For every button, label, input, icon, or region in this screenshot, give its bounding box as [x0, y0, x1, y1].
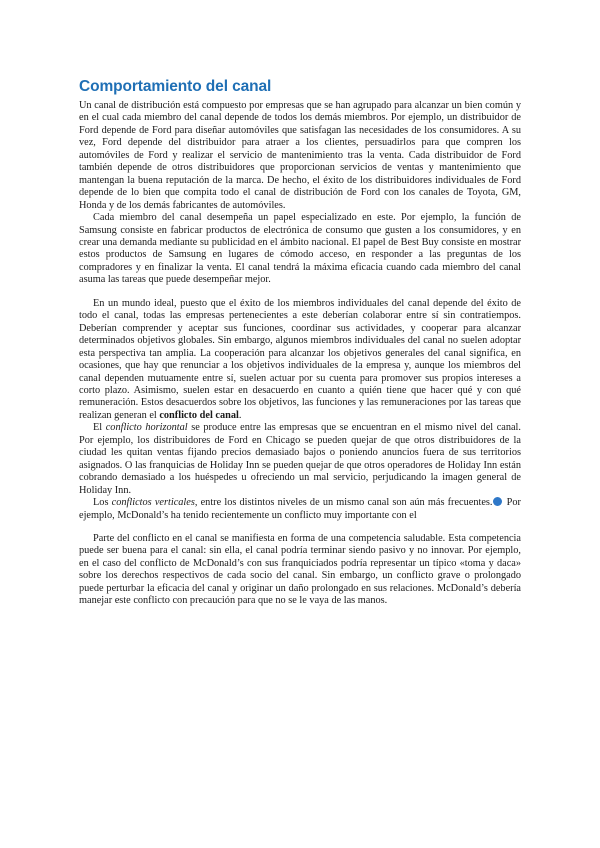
paragraph-1: Un canal de distribución está compuesto por empresas que se han agrupado para alcanzar un bien común y en el cual cada miembro del canal depende de todos los demás miembros. Por ejemplo, un distribuidor de Ford depende de Ford para diseñar automóviles que satisfagan las necesidades de los consumidores. A su vez, Ford depende del distribuidor para atraer a los clientes, persuadirlos para que compren los automóviles de Ford y realizar el servicio de mantenimiento tras la venta. Cada distribuidor de Ford también depende de otros distribuidores que proporcionan servicios de ventas y mantenimiento que mantengan la buena reputación de la marca. De hecho, el éxito de los distribuidores individuales de Ford depende de lo bien que compita todo el canal de distribución de Ford con los canales de Toyota, GM, Honda y de los demás fabricantes de automóviles. [79, 100, 521, 211]
paragraph-3-end: . [238, 409, 242, 421]
term-conflicto-del-canal: conflicto del canal [159, 409, 239, 421]
audio-marker-icon[interactable] [493, 497, 502, 506]
paragraph-6: Parte del conflicto en el canal se manifiesta en forma de una competencia saludable. Esta competencia puede ser buena para el canal: sin ella, el canal podría terminar siendo pasivo y no innovar. Por ejemplo, en el caso del conflicto de McDonald’s con sus franquiciados podría representar un típico «toma y daca» sobre los derechos respectivos de cada socio del canal. Sin embargo, un conflicto grave o prolongado puede perturbar la eficacia del canal y originar un daño prolongado en sus relaciones. McDonald’s debería manejar este conflicto con precaución para que no se le vaya de las manos. [79, 532, 521, 607]
section-title: Comportamiento del canal [79, 78, 272, 95]
term-conflicto-horizontal: conflicto horizontal [105, 422, 188, 434]
term-conflictos-verticales: conflictos verticales [111, 497, 195, 509]
paragraph-4 [79, 422, 521, 497]
paragraph-4-start: El [93, 422, 106, 434]
paragraph-3-text: En un mundo ideal, puesto que el éxito de los miembros individuales del canal depende del éxito de todo el canal, todas las empresas pertenecientes a este deberían colaborar entre sí sin contratiempos. Deberían comprender y aceptar sus funciones, coordinar sus actividades, y cooperar para alcanzar determinados objetivos globales. Sin embargo, algunos miembros individuales del canal no suelen adoptar esta perspectiva tan amplia. La cooperación para alcanzar los objetivos generales del canal significa, en ocasiones, que hay que renunciar a los objetivos individuales de la empresa y, aunque los miembros del canal dependen mutuamente entre sí, suelen actuar por su cuenta para promover sus propios intereses a corto plazo. Asimismo, suelen estar en desacuerdo en cuanto a quién tiene que hacer qué y con qué remuneración. Estos desacuerdos sobre los objetivos, las funciones y las remuneraciones por las tareas que realizan generan el [79, 297, 521, 421]
paragraph-5-text: , entre los distintos niveles de un mismo canal son aún más frecuentes. [194, 497, 493, 509]
paragraph-3 [79, 298, 521, 423]
paragraph-2: Cada miembro del canal desempeña un papel especializado en este. Por ejemplo, la función de Samsung consiste en fabricar productos de electrónica de consumo que gusten a los consumidores, y en crear una demanda mediante su publicidad en el ámbito nacional. El papel de Best Buy consiste en mostrar estos productos de Samsung en lugares de cómodo acceso, en responder a las preguntas de los compradores y en finalizar la venta. El canal tendrá la máxima eficacia cuando cada miembro del canal asuma las tareas que puede desempeñar mejor. [79, 212, 521, 286]
content-area [79, 78, 521, 608]
paragraph-4-text: se produce entre las empresas que se encuentran en el mismo nivel del canal. Por ejemplo, los distribuidores de Ford en Chicago se pueden quejar de que otros distribuidores de la ciudad les quitan ventas fijando precios demasiado bajos o poniendo anuncios fuera de sus territorios asignados. O las franquicias de Holiday Inn se pueden quejar de que otros operadores de Holiday Inn están cobrando demasiado a los huéspedes u ofreciendo un mal servicio, perjudicando la imagen general de Holiday Inn. [79, 422, 521, 496]
paragraph-5-start: Los [93, 497, 112, 509]
paragraph-5-tail: Por ejemplo, McDonald’s ha tenido recientemente un conflicto muy importante con el [79, 497, 521, 521]
paragraph-5 [79, 497, 521, 522]
